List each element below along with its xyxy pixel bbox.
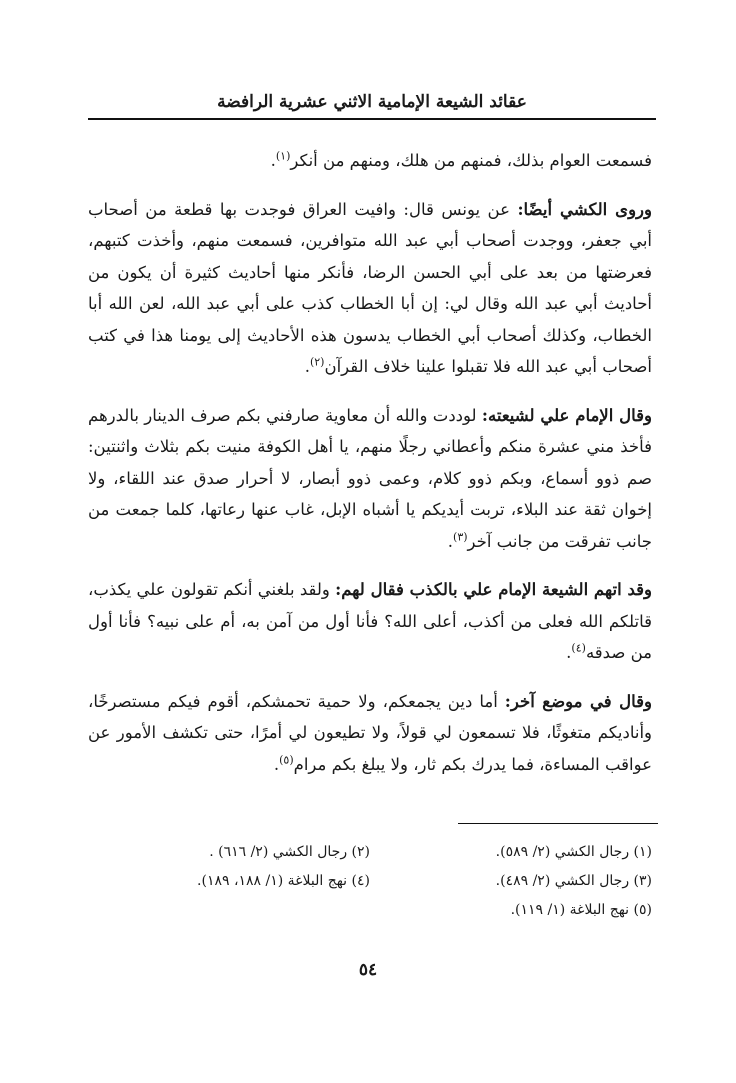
footnote-row — [88, 896, 652, 925]
paragraph — [88, 145, 652, 177]
footnote: (٣) رجال الكشي (٢/ ٤٨٩). — [495, 873, 652, 889]
paragraph-lead: وقال الإمام علي لشيعته: — [481, 405, 653, 425]
paragraph-end: . — [304, 357, 310, 376]
paragraph — [88, 686, 652, 781]
paragraph-end: . — [447, 531, 454, 551]
footnote-ref: (٣) — [453, 530, 468, 543]
paragraph-end: . — [566, 643, 572, 662]
footnote-ref: (٥) — [279, 753, 294, 766]
footnotes — [88, 838, 652, 925]
paragraph-end: . — [270, 151, 276, 170]
paragraph-text: عن يونس قال: وافيت العراق فوجدت بها قطعة من أصحاب أبي جعفر، ووجدت أصحاب أبي عبد الله متوافرين، فسمعت منهم، وأخذت كتبهم، فعرضتها من بعد على أبي الحسن الرضا، فأنكر منها أحاديث كثيرة أن يكون من أحاديث أبي عبد الله وقال لي: إن أبا الخطاب كذب على أبي عبد الله، لعن الله أبا الخطاب، وكذلك أصحاب أبي الخطاب يدسون هذه الأحاديث إلى يومنا هذا في كتب أصحاب أبي عبد الله فلا تقبلوا علينا خلاف القرآن — [88, 199, 652, 376]
main-text — [88, 145, 652, 797]
running-header: عقائد الشيعة الإمامية الاثني عشرية الرافضة — [217, 92, 527, 112]
footnote: (٥) نهج البلاغة (١/ ١١٩). — [510, 902, 652, 918]
header-rule — [88, 118, 656, 120]
paragraph-text: أما دين يجمعكم، ولا حمية تحمشكم، أقوم فيكم مستصرخًا، وأناديكم متغوثًا، فلا تسمعون لي قولاً، ولا تطيعون لي أمرًا، حتى تكشف الأمور عن عواقب المساءة، فما يدرك بكم ثار، ولا يبلغ بكم مرام — [88, 691, 652, 774]
paragraph — [88, 574, 652, 669]
footnote: (٢) رجال الكشي (٢/ ٦١٦) . — [209, 844, 370, 860]
paragraph-lead: وقد اتهم الشيعة الإمام علي بالكذب فقال لهم: — [335, 580, 652, 599]
paragraph-end: . — [273, 754, 280, 774]
paragraph-text: ولقد بلغني أنكم تقولون علي يكذب، قاتلكم الله فعلى من أكذب، أعلى الله؟ فأنا أول من آمن به، أم على نبيه؟ فأنا أول من صدقه — [88, 580, 652, 662]
paragraph — [88, 194, 652, 383]
footnote-ref: (١) — [275, 149, 291, 163]
footnote-ref: (٤) — [571, 641, 586, 655]
paragraph-lead: وقال في موضع آخر: — [504, 691, 652, 711]
footnote: (٤) نهج البلاغة (١/ ١٨٨، ١٨٩). — [197, 873, 370, 889]
page-number: ٥٤ — [358, 960, 378, 980]
footnote: (١) رجال الكشي (٢/ ٥٨٩). — [495, 844, 652, 860]
footnote-ref: (٢) — [309, 355, 325, 369]
footnote-row — [88, 867, 652, 896]
footnote-separator — [458, 823, 658, 824]
paragraph-text: فسمعت العوام بذلك، فمنهم من هلك، ومنهم من أنكر — [290, 151, 652, 170]
paragraph-lead: وروى الكشي أيضًا: — [517, 199, 652, 219]
paragraph-text: لوددت والله أن معاوية صارفني بكم صرف الدينار بالدرهم فأخذ مني عشرة منكم وأعطاني رجلًا منهم، يا أهل الكوفة منيت بكم بثلاث واثنتين: صم ذوو أسماع، وبكم ذوو كلام، وعمى ذوو أبصار، لا أحرار صدق عند اللقاء، ولا إخوان ثقة عند البلاء، تربت أيديكم يا أشباه الإبل، غاب عنها رعاتها، كلما جمعت من جانب تفرقت من جانب آخر — [88, 405, 652, 551]
paragraph — [88, 400, 652, 558]
footnote-row — [88, 838, 652, 867]
